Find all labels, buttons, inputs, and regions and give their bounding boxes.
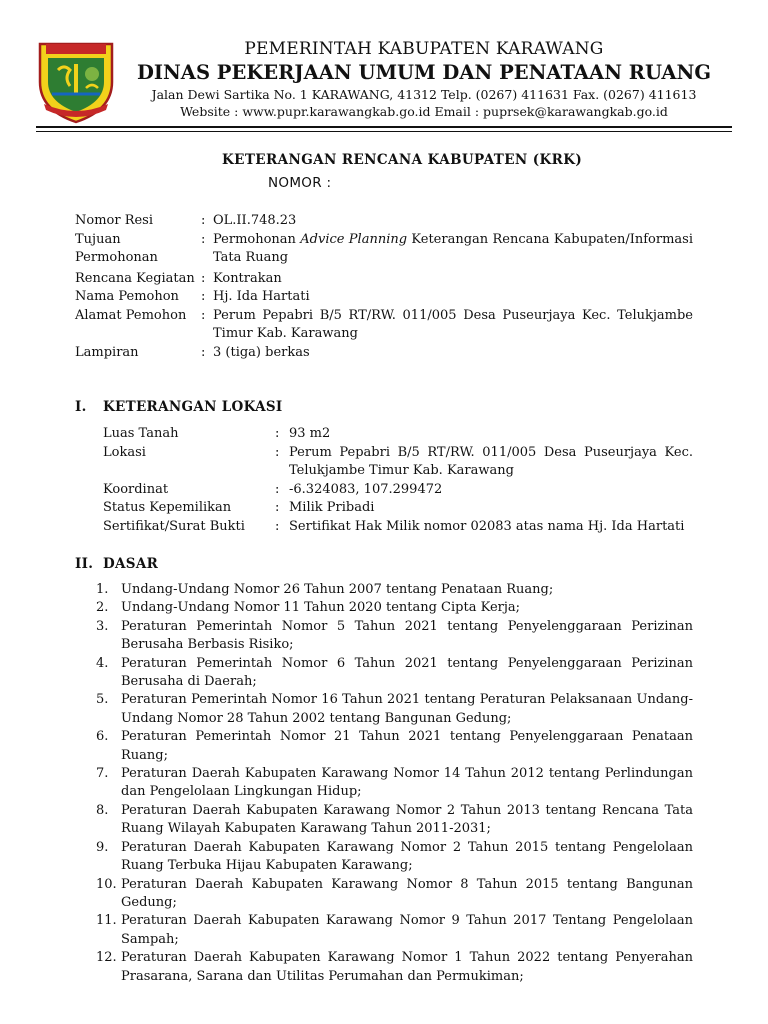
location-row: [103, 499, 693, 518]
legal-basis-text: Peraturan Daerah Kabupaten Karawang Nomor 2 Tahun 2013 tentang Rencana Tata Ruang Wilayah Kabupaten Karawang Tahun 2011-2031;: [121, 802, 693, 837]
government-name: PEMERINTAH KABUPATEN KARAWANG: [244, 39, 604, 59]
info-row-tujuan: [75, 231, 693, 268]
legal-basis-number: 8.: [96, 802, 109, 818]
location-colon: :: [275, 426, 280, 441]
info-row-nomor-resi: [75, 212, 693, 231]
agency-name: DINAS PEKERJAAN UMUM DAN PENATAAN RUANG: [136, 61, 712, 84]
agency-address: Jalan Dewi Sartika No. 1 KARAWANG, 41312 Telp. (0267) 411631 Fax. (0267) 411613: [151, 87, 697, 102]
info-row-rencana: [75, 270, 693, 289]
section-heading-keterangan-lokasi: [75, 399, 283, 415]
info-colon: :: [201, 307, 206, 323]
section-heading-dasar: [75, 556, 158, 572]
location-value: Perum Pepabri B/5 RT/RW. 011/005 Desa Puseurjaya Kec. Telukjambe Timur Kab. Karawang: [289, 444, 693, 478]
legal-basis-number: 9.: [96, 839, 109, 855]
legal-basis-text: Undang-Undang Nomor 11 Tahun 2020 tentang Cipta Kerja;: [121, 600, 521, 616]
location-value: Sertifikat Hak Milik nomor 02083 atas nama Hj. Ida Hartati: [289, 518, 685, 534]
info-value: 3 (tiga) berkas: [213, 344, 310, 360]
legal-basis-text: Peraturan Daerah Kabupaten Karawang Nomor 9 Tahun 2017 Tentang Pengelolaan Sampah;: [121, 913, 693, 947]
letterhead-divider-thin: [36, 131, 732, 132]
info-label: Nomor Resi: [75, 213, 154, 228]
legal-basis-text: Peraturan Daerah Kabupaten Karawang Nomor 2 Tahun 2015 tentang Pengelolaan Ruang Terbuka Hijau Kabupaten Karawang;: [121, 839, 693, 874]
location-row: [103, 481, 693, 500]
legal-basis-item: [96, 839, 693, 876]
info-value: Perum Pepabri B/5 RT/RW. 011/005 Desa Puseurjaya Kec. Telukjambe Timur Kab. Karawang: [213, 307, 693, 341]
agency-contact: Website : www.pupr.karawangkab.go.id Email : puprsek@karawangkab.go.id: [180, 104, 668, 119]
location-row: [103, 518, 693, 537]
legal-basis-number: 12.: [96, 950, 117, 966]
info-row-nama: [75, 288, 693, 307]
legal-basis-item: [96, 581, 693, 599]
location-value: Milik Pribadi: [289, 500, 375, 515]
tujuan-italic: Advice Planning: [300, 231, 408, 247]
info-value: OL.II.748.23: [213, 213, 297, 228]
legal-basis-item: [96, 876, 693, 913]
location-value: 93 m2: [289, 426, 331, 441]
legal-basis-item: [96, 691, 693, 728]
legal-basis-item: [96, 802, 693, 839]
tujuan-prefix: Permohonan: [213, 231, 301, 247]
legal-basis-item: [96, 728, 693, 765]
info-label: Tujuan Permohonan: [75, 231, 158, 265]
legal-basis-number: 1.: [96, 582, 109, 597]
location-label: Sertifikat/Surat Bukti: [103, 518, 245, 534]
letterhead-divider-thick: [36, 126, 732, 128]
letterhead: [124, 38, 724, 120]
section-title: KETERANGAN LOKASI: [103, 399, 283, 415]
legal-basis-item: [96, 949, 693, 986]
legal-basis-item: [96, 765, 693, 802]
location-details: [103, 425, 693, 536]
info-colon: :: [201, 231, 206, 247]
info-value: [213, 231, 693, 268]
karawang-regency-logo: [36, 38, 116, 124]
legal-basis-number: 4.: [96, 655, 109, 671]
applicant-info: [75, 212, 693, 362]
location-value: -6.324083, 107.299472: [289, 481, 443, 497]
info-value: Kontrakan: [213, 270, 282, 286]
location-colon: :: [275, 444, 280, 460]
legal-basis-list: [96, 581, 693, 986]
info-label: Rencana Kegiatan: [75, 270, 195, 286]
legal-basis-item: [96, 618, 693, 655]
info-row-lampiran: [75, 344, 693, 363]
location-label: Luas Tanah: [103, 426, 179, 441]
legal-basis-number: 10.: [96, 876, 117, 892]
legal-basis-item: [96, 655, 693, 692]
legal-basis-item: [96, 599, 693, 617]
document-number-label: NOMOR :: [268, 175, 332, 191]
legal-basis-number: 5.: [96, 692, 109, 708]
legal-basis-number: 7.: [96, 766, 109, 782]
legal-basis-item: [96, 912, 693, 949]
info-colon: :: [201, 270, 206, 286]
legal-basis-text: Undang-Undang Nomor 26 Tahun 2007 tentang Penataan Ruang;: [121, 582, 554, 597]
location-colon: :: [275, 481, 280, 497]
legal-basis-text: Peraturan Pemerintah Nomor 16 Tahun 2021 tentang Peraturan Pelaksanaan Undang-Undang Nomor 28 Tahun 2002 tentang Bangunan Gedung;: [121, 692, 693, 726]
legal-basis-text: Peraturan Daerah Kabupaten Karawang Nomor 1 Tahun 2022 tentang Penyerahan Prasarana, Sarana dan Utilitas Perumahan dan Permukiman;: [121, 950, 693, 984]
legal-basis-number: 3.: [96, 618, 109, 634]
location-label: Status Kepemilikan: [103, 500, 232, 515]
legal-basis-number: 2.: [96, 600, 109, 616]
legal-basis-text: Peraturan Pemerintah Nomor 6 Tahun 2021 tentang Penyelenggaraan Perizinan Berusaha di Daerah;: [121, 655, 693, 690]
location-label: Lokasi: [103, 444, 146, 460]
section-title: DASAR: [103, 556, 159, 572]
info-label: Alamat Pemohon: [75, 307, 187, 323]
legal-basis-text: Peraturan Daerah Kabupaten Karawang Nomor 8 Tahun 2015 tentang Bangunan Gedung;: [121, 876, 693, 910]
document-title: KETERANGAN RENCANA KABUPATEN (KRK): [222, 152, 583, 168]
info-label: Nama Pemohon: [75, 289, 179, 304]
info-colon: :: [201, 344, 206, 360]
legal-basis-text: Peraturan Pemerintah Nomor 5 Tahun 2021 tentang Penyelenggaraan Perizinan Berusaha Berbasis Risiko;: [121, 618, 693, 653]
location-colon: :: [275, 518, 280, 534]
section-number: I.: [75, 399, 87, 415]
info-row-alamat: [75, 307, 693, 344]
location-row: [103, 425, 693, 444]
info-colon: :: [201, 213, 206, 228]
info-value: Hj. Ida Hartati: [213, 289, 310, 304]
section-number: II.: [75, 556, 94, 572]
legal-basis-number: 11.: [96, 913, 117, 929]
location-row: [103, 444, 693, 481]
info-colon: :: [201, 289, 206, 304]
legal-basis-text: Peraturan Daerah Kabupaten Karawang Nomor 14 Tahun 2012 tentang Perlindungan dan Pengelolaan Lingkungan Hidup;: [121, 766, 693, 800]
tujuan-suffix: Keterangan Rencana Kabupaten/Informasi Tata Ruang: [213, 231, 693, 265]
legal-basis-text: Peraturan Pemerintah Nomor 21 Tahun 2021 tentang Penyelenggaraan Penataan Ruang;: [121, 729, 693, 763]
location-colon: :: [275, 500, 280, 515]
info-label: Lampiran: [75, 344, 139, 360]
location-label: Koordinat: [103, 481, 169, 497]
legal-basis-number: 6.: [96, 729, 109, 745]
